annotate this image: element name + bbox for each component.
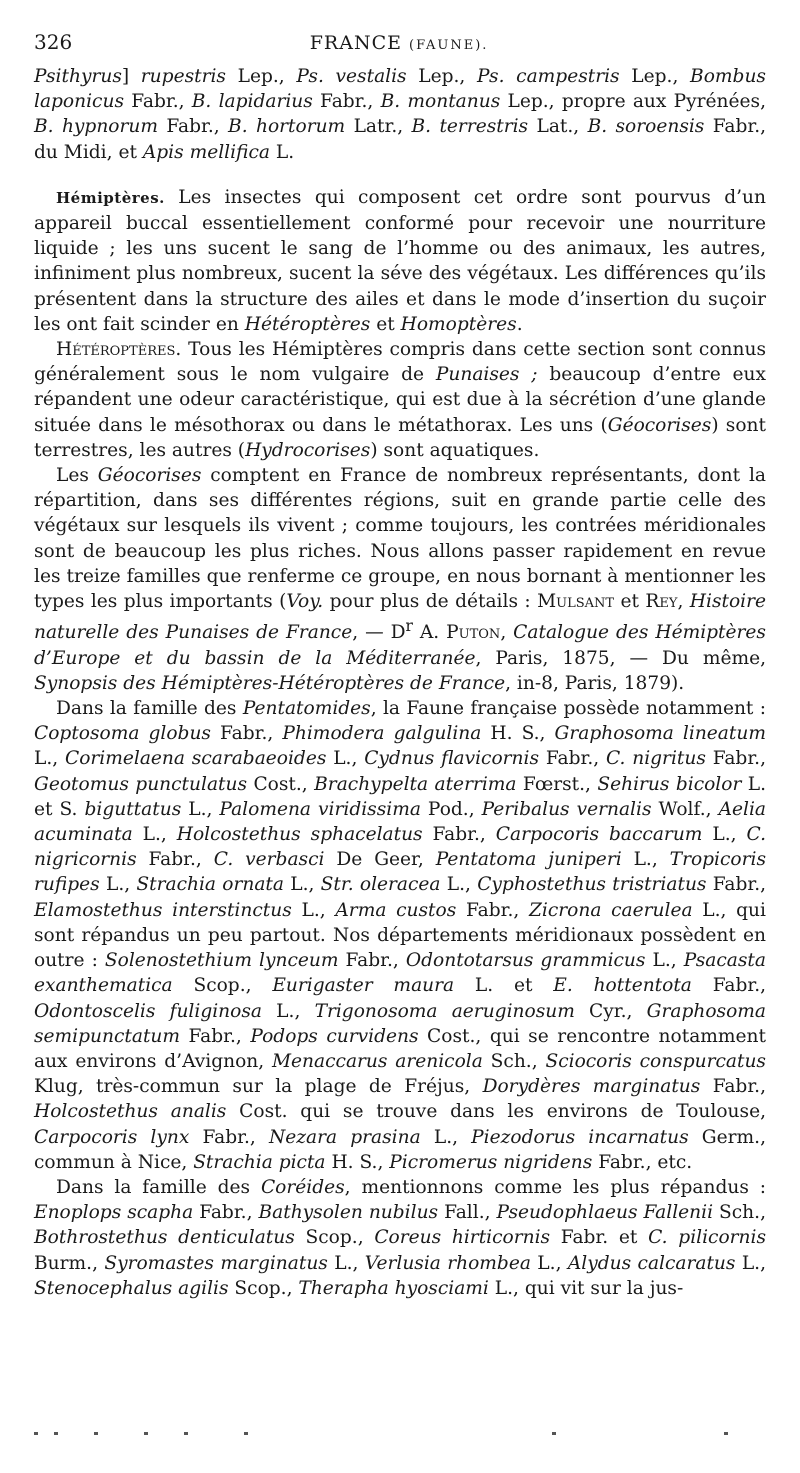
italic-run: Punaises ; [435,364,538,386]
italic-run: Graphosoma semipunctatum [34,1000,766,1047]
text-run: Fabr., [158,116,229,138]
text-run: Cost. qui se trouve dans les environs de Toulouse, [226,1101,766,1123]
text-run: Fabr., [312,91,381,113]
text-run: L., [291,899,336,921]
italic-run: Nezara prasina [268,1126,421,1148]
italic-run: Sehirus bicolor [597,773,742,795]
italic-run: B. montanus [380,91,501,113]
text-run: L., [327,1252,365,1274]
italic-run: Geotomus punctulatus [34,773,248,795]
running-title [72,32,766,54]
italic-run: Coreus hirticornis [374,1227,551,1249]
italic-run: Elamostethus interstinctus [34,899,292,921]
italic-run: Piezodorus incarnatus [471,1126,689,1148]
text-run: Cost., qui se rencontre notamment aux environs d’Avignon, [34,1025,766,1072]
paragraph [34,1175,766,1301]
text-run: Fabr., [706,874,767,896]
italic-run: Palomena viridissima [219,798,421,820]
italic-run: Phimodera galgulina [282,723,482,745]
text-run: Sch., [713,1202,766,1224]
italic-run: Peribalus vernalis [481,798,652,820]
text-run: A. [412,622,447,644]
text-run: L., [420,1126,472,1148]
text-run: Tous les Hémiptères compris dans cette section sont connus généralement sous le nom vulgaire de [34,339,766,386]
text-run: Fabr., [705,748,766,770]
italic-run: E. hottentota [553,975,692,997]
italic-run: Odontoscelis fuliginosa [34,1000,262,1022]
text-run: L., qui vit sur la jus- [488,1277,684,1299]
text-run: L., [132,824,177,846]
superscript: r [405,617,413,636]
italic-run: Cyphostethus tristriatus [477,874,707,896]
italic-run: Dorydères marginatus [482,1076,701,1098]
italic-run: Carpocoris baccarum [495,824,703,846]
italic-run: Odontotarsus grammicus [405,950,646,972]
italic-run: Zicrona caerulea [529,899,693,921]
text-run: Fœrst., [516,773,598,795]
smallcaps-run: Hétéroptères. [56,339,182,361]
text-run: L. et [454,975,554,997]
italic-run: Solenostethium lynceum [104,950,339,972]
text-run: Lep., propre aux Pyrénées, [500,91,766,113]
italic-run: Stenocephalus agilis [34,1277,229,1299]
text-run: ) sont aquatiques. [370,439,540,461]
text-run: Cyr., [574,1000,647,1022]
text-run: L. et S. [34,773,767,820]
text-run: De Geer, [324,849,436,871]
italic-run: Hétéroptères [244,313,371,335]
text-run: L., [621,849,670,871]
text-run: L., [326,748,365,770]
text-run: Fabr., [189,1126,269,1148]
text-run: Fabr. et [550,1227,649,1249]
text-run: L., [181,798,220,820]
italic-run: Bombus laponicus [34,66,766,113]
italic-run: Psithyrus [34,66,122,87]
italic-run: Corimelaena scarabaeoides [64,748,327,770]
text-run: Cost., [247,773,315,795]
text-run: Klug, très-commun sur la plage de Fréjus, [34,1076,483,1098]
page-header [34,30,766,60]
text-run: Fabr., [180,1025,251,1047]
italic-run: B. hortorum [228,116,346,138]
italic-run: Pentatoma juniperi [435,849,622,871]
text-run: Lep., [619,66,691,87]
text-run: Wolf., [651,798,719,820]
text-run: H. S., [481,723,555,745]
footer-print-marks [34,1432,766,1440]
running-title-main: FRANCE [309,32,402,54]
text-run: L., [440,874,478,896]
italic-run: Carpocoris lynx [34,1126,190,1148]
paragraph [34,696,766,1175]
text-run: , Paris, 1875, — Du même, [475,647,766,669]
text-run: et [370,313,401,335]
italic-run: Strachia picta [193,1151,326,1173]
italic-run: Hydrocorises [245,439,371,461]
text-run: Fabr., [136,849,214,871]
text-run: Scop., [172,975,273,997]
italic-run: Histoire naturelle des Punaises de France [34,591,767,644]
italic-run: Str. oleracea [320,874,441,896]
italic-run: Holcostethus sphacelatus [176,824,423,846]
smallcaps-run: Puton [446,622,501,644]
text-run: Fabr., [700,1076,766,1098]
italic-run: Synopsis des Hémiptères-Hétéroptères de France [34,672,506,694]
italic-run: Ps. campestris [477,66,620,87]
italic-run: Graphosoma lineatum [554,723,766,745]
text-run: , [677,591,690,613]
text-run: . [516,313,523,335]
smallcaps-run: Mulsant [537,591,615,613]
page-number: 326 [34,30,73,54]
italic-run: Coréides [260,1176,345,1198]
text-run: Dans la famille des [56,1176,261,1198]
text-run: Lat., [528,116,588,138]
italic-run: Bothrostethus denticulatus [34,1227,295,1249]
italic-run: B. hypnorum [34,116,158,138]
italic-run: Arma custos [335,899,457,921]
italic-run: B. terrestris [411,116,529,138]
italic-run: Géocorises [607,414,712,436]
text-run: Fabr., [422,824,496,846]
text-run: Pod., [420,798,482,820]
text-run: , mentionnons comme les plus répandus : [344,1176,767,1198]
paragraph [34,337,766,463]
italic-run: Pseudophlaeus Fallenii [496,1202,714,1224]
text-run: L., [530,1252,568,1274]
italic-run: Voy. [286,591,324,613]
text-run: Fabr., du Midi, et [34,116,767,163]
text-run: L., qui sont répandus un peu partout. Nos départements méridionaux possèdent en outre : [34,899,766,972]
italic-run: Catalogue des Hémiptères d’Europe et du bassin de la Méditerranée [34,622,766,669]
text-run: L., [99,874,137,896]
text-run: beaucoup d’entre eux répandent une odeur caractéristique, qui est due à la sécrétion d’une glande située dans le mésothorax ou dans le métathorax. Les uns ( [34,364,766,436]
italic-run: Verlusia rhombea [364,1252,531,1274]
text-run: L., [261,1000,315,1022]
text-run: , in-8, Paris, 1879). [505,672,685,694]
italic-run: Apis mellifica [142,141,270,163]
text-run: L. [269,141,295,163]
text-run: Les insectes qui composent cet ordre sont pourvus d’un appareil buccal essentiellement conformé pour recevoir une nourriture liquide ; les uns sucent le sang de l’homme ou des animaux, les autres, infiniment plus nombreux, sucent la séve des végétaux. Les différences qu’ils présentent dans la structure des ailes et dans le mode d’insertion du suçoir les ont fait scinder en [34,186,766,335]
italic-run: Ps. vestalis [296,66,407,87]
text-run: L., [645,950,684,972]
smallcaps-run: Rey [645,591,678,613]
text-run: Dans la famille des [56,698,243,720]
italic-run: Picromerus nigridens [389,1151,593,1173]
text-run: , — D [352,622,406,644]
text-run: Fabr., [456,899,529,921]
section-heading: Hémiptères. [56,188,165,207]
italic-run: Enoplops scapha [34,1202,194,1224]
italic-run: Tropicoris rufipes [34,849,766,896]
italic-run: C. verbasci [213,849,325,871]
paragraph [34,185,766,337]
italic-run: C. pilicornis [648,1227,767,1249]
text-run: Scop., [228,1277,299,1299]
italic-run: Sciocoris conspurcatus [545,1050,766,1072]
italic-run: C. nigricornis [34,824,766,871]
text-run: Fabr., [123,91,192,113]
paragraph [34,463,766,696]
text-run: Lep., [406,66,478,87]
text-run: pour plus de détails : [323,591,538,613]
italic-run: Trigonosoma aeruginosum [314,1000,575,1022]
text-run: Les [56,465,98,487]
italic-run: Syromastes marginatus [104,1252,328,1274]
text-run: Fabr., [338,950,406,972]
italic-run: Alydus calcaratus [567,1252,736,1274]
text-run: L., [735,1252,766,1274]
italic-run: Cydnus flavicornis [364,748,540,770]
paragraph [34,64,766,165]
italic-run: C. nigritus [605,748,706,770]
italic-run: rupestris [140,66,226,87]
text-run: Latr., [345,116,412,138]
text-run: Burm., [34,1252,105,1274]
text-run: Fabr., [193,1202,259,1224]
text-run: Lep., [225,66,297,87]
italic-run: biguttatus [84,798,182,820]
text-run: Fabr., [691,975,767,997]
text-run: , la Faune française possède notamment : [370,698,767,720]
text-run: comptent en France de nombreux représentants, dont la répartition, dans ses différentes régions, suit en grande partie celle des végétaux sur lesquels ils vivent ; comme toujours, les contrées méridionales sont de beaucoup les plus riches. Nous allons passer rapidement en revue les treize familles que renferme ce groupe, en nous bornant à mentionner les types les plus importants ( [34,465,766,613]
text-run: Fabr., [210,723,283,745]
text-run: L., [283,874,321,896]
text-run: Germ., commun à Nice, [34,1126,766,1173]
text-run: L., [34,748,65,770]
text-run: H. S., [325,1151,390,1173]
text-run: Scop., [294,1227,375,1249]
italic-run: Menaccarus arenicola [272,1050,483,1072]
text-run: L., [702,824,747,846]
text-run: Fabr., etc. [592,1151,693,1173]
italic-run: Holcostethus analis [34,1101,227,1123]
text-run: Fabr., [539,748,606,770]
italic-run: Coptosoma globus [34,723,211,745]
text-run: ) sont terrestres, les autres ( [34,414,766,461]
italic-run: Therapha hyosciami [298,1277,489,1299]
running-title-sub: (FAUNE). [409,38,489,53]
text-run: , [500,622,514,644]
italic-run: Psacasta exanthematica [34,950,766,997]
text-run: Sch., [482,1050,546,1072]
italic-run: Pentatomides [242,698,371,720]
italic-run: Strachia ornata [136,874,284,896]
italic-run: Géocorises [97,465,202,487]
text-run: ] [121,66,141,87]
italic-run: Homoptères [400,313,517,335]
italic-run: Podops curvidens [250,1025,419,1047]
italic-run: Aelia acuminata [34,798,766,846]
italic-run: B. soroensis [587,116,705,138]
italic-run: Eurigaster maura [272,975,455,997]
italic-run: Brachypelta aterrima [314,773,517,795]
italic-run: B. lapidarius [191,91,313,113]
text-run: et [614,591,646,613]
italic-run: Bathysolen nubilus [258,1202,439,1224]
text-run: Fall., [438,1202,497,1224]
